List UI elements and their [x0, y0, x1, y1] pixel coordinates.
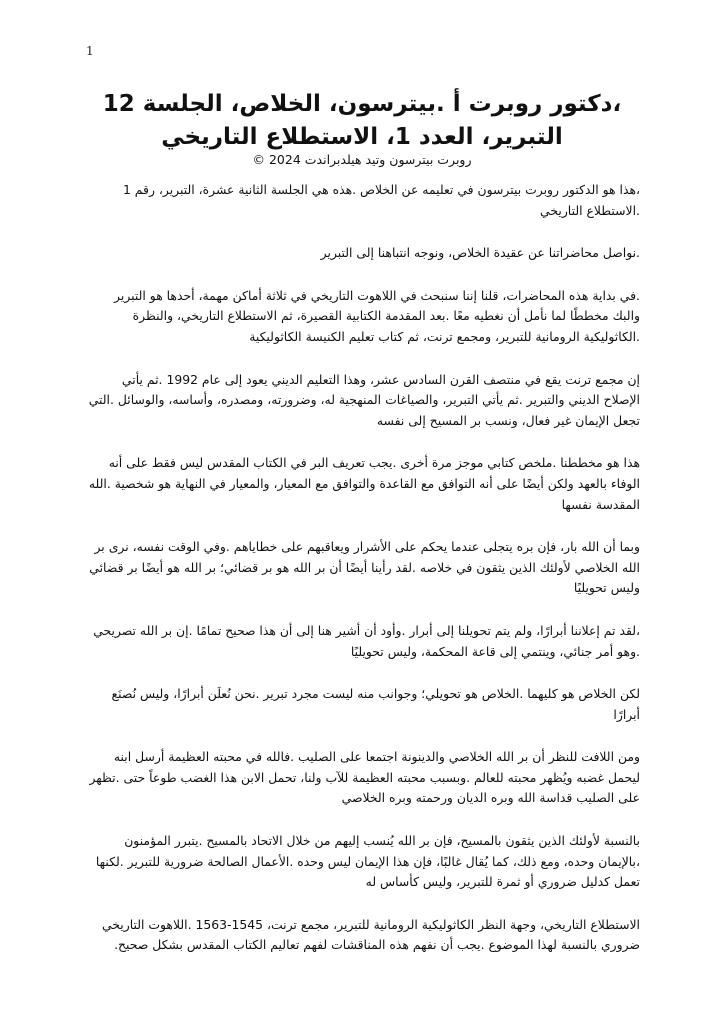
paragraph: لكن الخلاص هو كليهما .الخلاص هو تحويلي؛ وجوانب منه ليست مجرد تبرير .نحن نُعلَن أبرارًا، وليس نُصنَع أبرارًا: [111, 686, 640, 722]
paragraph: إن مجمع ترنت يقع في منتصف القرن السادس عشر، وهذا التعليم الديني يعود إلى عام 1992 .ثم يأتي الإصلاح الديني والتبرير .ثم يأتي التبرير، والصياغات المنهجية له، وضرورته، ومصدره، وأساسه، والوسائل .التي تجعل الإيمان غير فعال، ونسب بر المسيح إلى نفسه: [88, 371, 640, 428]
paragraph: ،لقد تم إعلاننا أبرارًا، ولم يتم تحويلنا إلى أبرار .وأود أن أشير هنا إلى أن هذا صحيح تمامًا .إن بر الله تصريحي .وهو أمر جنائي، وينتمي إلى قاعة المحكمة، وليس تحويليًا: [93, 622, 640, 659]
paragraph: الاستطلاع التاريخي، وجهة النظر الكاثوليكية الرومانية للتبرير، مجمع ترنت، 1545-1563 .اللاهوت التاريخي ضروري بالنسبة لهذا الموضوع .يجب أن نفهم هذه المناقشات لفهم تعاليم الكتاب المقدس بشكل صحيح.: [101, 916, 640, 953]
document-body: [86, 180, 640, 978]
paragraph: بالنسبة لأولئك الذين يثقون بالمسيح، فإن بر الله يُنسب إليهم من خلال الاتحاد بالمسيح .يتبرر المؤمنون ،بالإيمان وحده، ومع ذلك، كما يُقال غالبًا، فإن هذا الإيمان ليس وحده .الأعمال الصالحة ضرورية للتبرير .لكنها تعمل كدليل ضروري أو ثمرة للتبرير، وليس كأساس له: [95, 833, 640, 890]
paragraph: .في بداية هذه المحاضرات، قلنا إننا سنبحث في اللاهوت التاريخي في ثلاثة أماكن مهمة، أحدها هو التبرير والبك مخططًا لما نأمل أن نغطيه معًا .بعد المقدمة الكتابية القصيرة، ثم الاستطلاع التاريخي، والنظرة .الكاثوليكية الرومانية للتبرير، ومجمع ترنت، ثم كتاب تعليم الكنيسة الكاثوليكية: [114, 287, 640, 344]
title-line-1: ،دكتور روبرت أ .بيترسون، الخلاص، الجلسة 12: [102, 91, 622, 117]
paragraph: .نواصل محاضراتنا عن عقيدة الخلاص، ونوجه انتباهنا إلى التبرير: [320, 245, 640, 261]
page-title: [60, 88, 664, 154]
paragraph: ،هذا هو الدكتور روبرت بيترسون في تعليمه عن الخلاص .هذه هي الجلسة الثانية عشرة، التبرير، رقم 1 .الاستطلاع التاريخي: [122, 182, 640, 218]
paragraph: وبما أن الله بار، فإن بره يتجلى عندما يحكم على الأشرار ويعاقبهم على خطاياهم .وفي الوقت نفسه، نرى بر الله الخلاصي لأولئك الذين يثقون في خلاصه .لقد رأينا أيضًا أن بر الله هو بر قضائي؛ بر الله هو أيضًا بر قضائي وليس تحويليًا: [89, 539, 640, 596]
paragraph: ومن اللافت للنظر أن بر الله الخلاصي والدينونة اجتمعا على الصليب .فالله في محبته العظيمة أرسل ابنه ليحمل غضبه ويُظهر محبته للعالم .وبسبب محبته العظيمة للآب ولنا، تحمل الابن هذا الغضب طوعاً حتى .تظهر على الصليب قداسة الله وبره الديان ورحمته وبره الخلاصي: [89, 749, 640, 806]
copyright-line: روبرت بيترسون وتيد هيلدبراندت 2024 ©: [252, 152, 472, 167]
title-line-2: التبرير، العدد 1، الاستطلاع التاريخي: [161, 124, 563, 150]
paragraph: هذا هو مخططنا .ملخص كتابي موجز مرة أخرى .يجب تعريف البر في الكتاب المقدس ليس فقط على أنه الوفاء بالعهد ولكن أيضًا على أنه التوافق مع القاعدة والتوافق مع المعيار، والمعيار في النهاية هو شخصية .الله المقدسة نفسها: [88, 455, 640, 512]
page-number: 1: [86, 44, 94, 58]
